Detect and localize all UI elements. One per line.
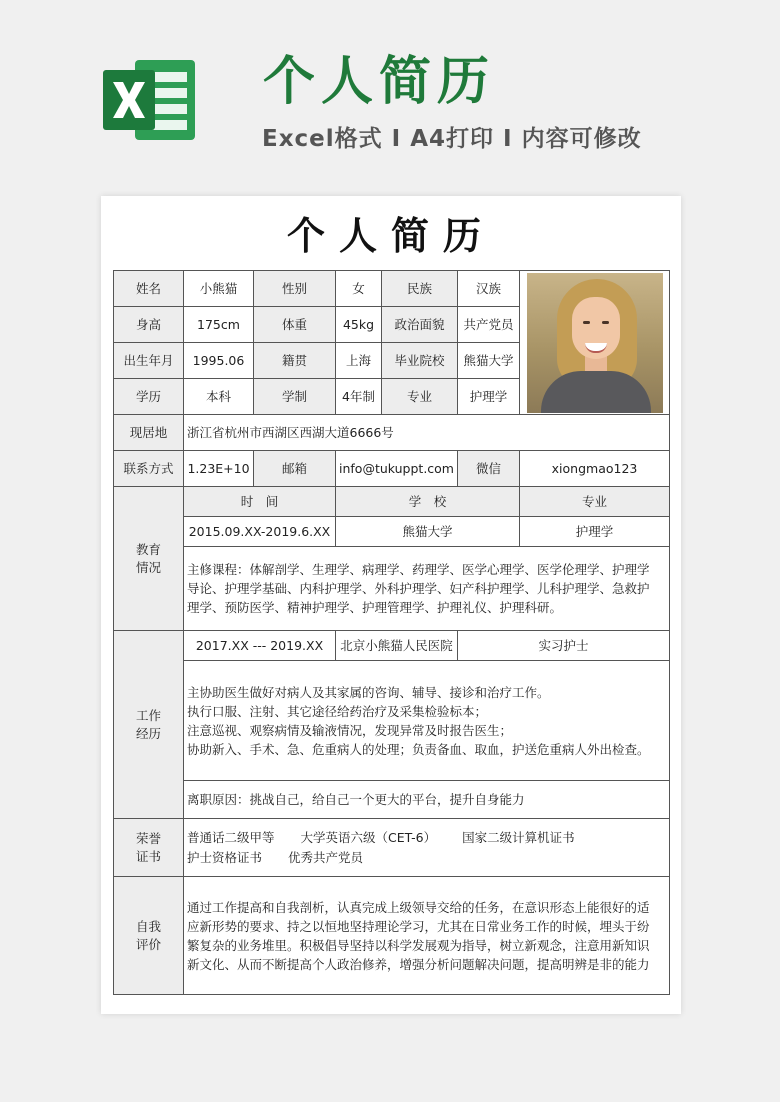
work-duties[interactable] [184,661,670,781]
major-value[interactable]: 护理学 [458,379,520,415]
table-row [114,271,670,307]
honors-row [187,828,666,848]
duty-line: 注意巡视、观察病情及输液情况，发现异常及时报告医生； [187,722,513,738]
honor-item: 护士资格证书 [187,849,263,865]
eval-line: 繁复杂的业务堆里。积极倡导坚持以科学发展观为指导，树立新观念，注意用新知识 [187,937,650,953]
gender-value[interactable]: 女 [336,271,382,307]
edu-col-school: 学 校 [336,487,520,517]
honor-item: 优秀共产党员 [288,849,364,865]
edu-time-value[interactable]: 2015.09.XX-2019.6.XX [184,517,336,547]
table-row [114,517,670,547]
course-line: 理学、预防医学、精神护理学、护理管理学、护理礼仪、护理科研。 [187,600,563,615]
portrait-photo [527,273,663,413]
table-row [114,451,670,487]
work-leave-reason[interactable]: 离职原因：挑战自己，给自己一个更大的平台，提升自身能力 [184,781,670,819]
page-subtitle: Excel格式 I A4打印 I 内容可修改 [262,126,642,152]
edu-major-value[interactable]: 护理学 [520,517,670,547]
honors-label: 荣誉 证书 [114,819,184,877]
edu-school-value[interactable]: 熊猫大学 [336,517,520,547]
work-position-value[interactable]: 实习护士 [458,631,670,661]
table-row [114,547,670,631]
honor-item: 大学英语六级（CET-6） [300,829,437,845]
table-row [114,661,670,781]
duration-label: 学制 [254,379,336,415]
duty-line: 主协助医生做好对病人及其家属的咨询、辅导、接诊和治疗工作。 [187,684,550,700]
self-eval-label: 自我 评价 [114,877,184,995]
phone-value[interactable]: 1.23E+10 [184,451,254,487]
excel-logo-icon [101,56,197,144]
edu-courses[interactable] [184,547,670,631]
wechat-value[interactable]: xiongmao123 [520,451,670,487]
table-row [114,415,670,451]
table-row [114,487,670,517]
gender-label: 性别 [254,271,336,307]
native-value[interactable]: 上海 [336,343,382,379]
work-company-value[interactable]: 北京小熊猫人民医院 [336,631,458,661]
ethnic-value[interactable]: 汉族 [458,271,520,307]
degree-label: 学历 [114,379,184,415]
phone-label: 联系方式 [114,451,184,487]
photo-cell [520,271,670,415]
page-header [0,0,780,190]
work-time-value[interactable]: 2017.XX --- 2019.XX [184,631,336,661]
height-label: 身高 [114,307,184,343]
name-label: 姓名 [114,271,184,307]
degree-value[interactable]: 本科 [184,379,254,415]
course-line: 主修课程：体解剖学、生理学、病理学、药理学、医学心理学、医学伦理学、护理学 [187,562,650,577]
school-label: 毕业院校 [382,343,458,379]
political-value[interactable]: 共产党员 [458,307,520,343]
honor-item: 普通话二级甲等 [187,829,275,845]
eval-line: 应新形势的要求、持之以恒地坚持理论学习，尤其在日常业务工作的时候，埋头于纷 [187,918,650,934]
address-label: 现居地 [114,415,184,451]
honors-content[interactable] [184,819,670,877]
honor-item: 国家二级计算机证书 [462,829,575,845]
email-label: 邮箱 [254,451,336,487]
self-eval-content[interactable] [184,877,670,995]
weight-value[interactable]: 45kg [336,307,382,343]
duration-value[interactable]: 4年制 [336,379,382,415]
edu-col-time: 时 间 [184,487,336,517]
birth-label: 出生年月 [114,343,184,379]
political-label: 政治面貌 [382,307,458,343]
height-value[interactable]: 175cm [184,307,254,343]
table-row [114,631,670,661]
school-value[interactable]: 熊猫大学 [458,343,520,379]
table-row [114,819,670,877]
resume-table [113,270,670,995]
ethnic-label: 民族 [382,271,458,307]
weight-label: 体重 [254,307,336,343]
duty-line: 协助新入、手术、急、危重病人的处理；负责备血、取血，护送危重病人外出检查。 [187,741,650,757]
eval-line: 新文化、从而不断提高个人政治修养，增强分析问题解决问题，提高明辨是非的能力 [187,956,650,972]
native-label: 籍贯 [254,343,336,379]
birth-value[interactable]: 1995.06 [184,343,254,379]
major-label: 专业 [382,379,458,415]
resume-title: 个人简历 [286,214,495,258]
duty-line: 执行口服、注射、其它途径给药治疗及采集检验标本； [187,703,488,719]
email-value[interactable]: info@tukuppt.com [336,451,458,487]
work-label: 工作 经历 [114,631,184,819]
table-row [114,877,670,995]
eval-line: 通过工作提高和自我剖析，认真完成上级领导交给的任务，在意识形态上能很好的适 [187,899,650,915]
education-label: 教育 情况 [114,487,184,631]
honors-row [187,848,666,868]
name-value[interactable]: 小熊猫 [184,271,254,307]
resume-sheet [101,196,681,1014]
edu-col-major: 专业 [520,487,670,517]
page-title: 个人简历 [263,52,496,112]
table-row [114,781,670,819]
wechat-label: 微信 [458,451,520,487]
course-line: 导论、护理学基础、内科护理学、外科护理学、妇产科护理学、儿科护理学、急救护 [187,581,650,596]
address-value[interactable]: 浙江省杭州市西湖区西湖大道6666号 [184,415,670,451]
